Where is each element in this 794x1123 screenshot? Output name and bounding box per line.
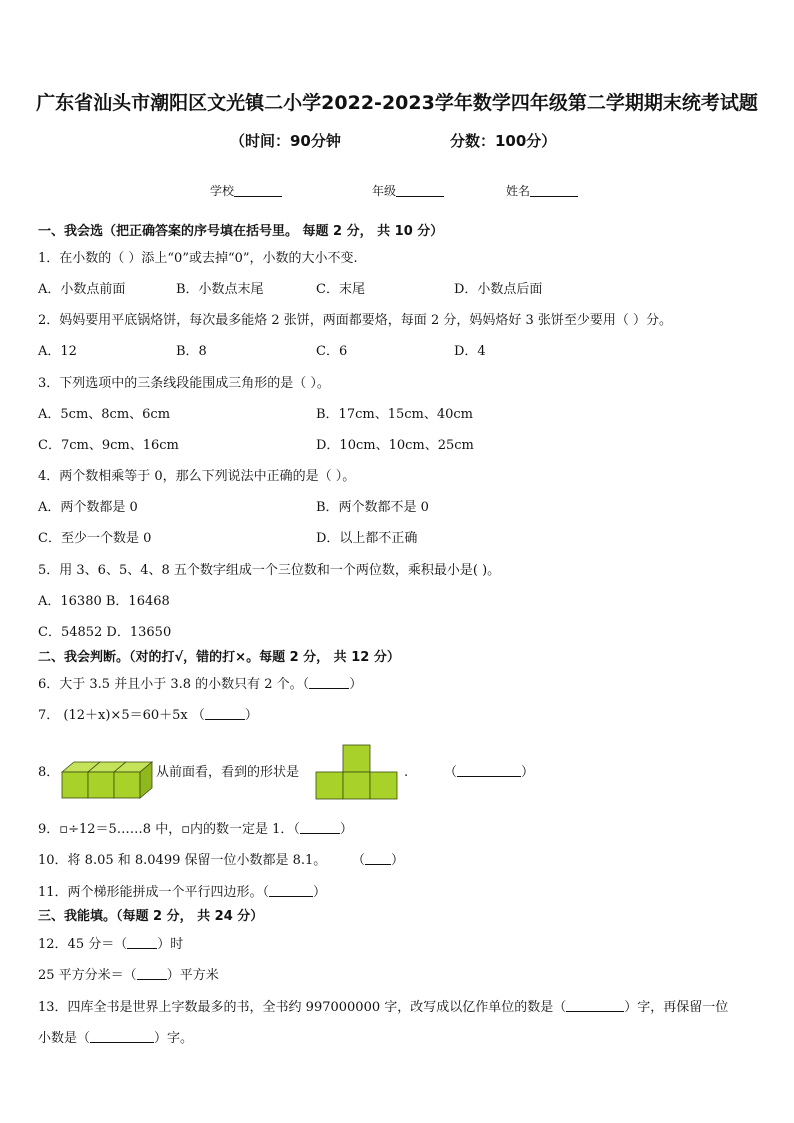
q2-option-c[interactable]: C．6 xyxy=(316,344,348,359)
q1-option-a[interactable]: A．小数点前面 xyxy=(38,282,126,297)
q6-answer-blank[interactable] xyxy=(309,676,349,689)
grade-field[interactable]: 年级 xyxy=(372,182,444,199)
q4-option-a[interactable]: A．两个数都是 0 xyxy=(38,500,138,515)
q10-answer-blank[interactable] xyxy=(365,852,391,865)
q12-answer-blank-2[interactable] xyxy=(137,967,167,980)
q3-option-a[interactable]: A．5cm、8cm、6cm xyxy=(38,407,171,422)
q1-option-d[interactable]: D．小数点后面 xyxy=(454,282,543,297)
q13-answer-blank-1[interactable] xyxy=(566,999,624,1012)
q10-answer-row: （ ） xyxy=(352,853,405,868)
exam-title: 广东省汕头市潮阳区文光镇二小学2022-2023学年数学四年级第二学期期末统考试题 xyxy=(36,92,758,114)
q11-row: 11．两个梯形能拼成一个平行四边形。（ ） xyxy=(38,885,327,900)
q13-row-2: 小数是（ ）字。 xyxy=(38,1031,194,1046)
q13-answer-blank-2[interactable] xyxy=(90,1030,154,1043)
q4-option-d[interactable]: D．以上都不正确 xyxy=(316,531,418,546)
q6-stem: 6．大于 3.5 并且小于 3.8 的小数只有 2 个。（ xyxy=(38,677,310,692)
q5-stem: 5．用 3、6、5、4、8 五个数字组成一个三位数和一个两位数，乘积最小是( )。 xyxy=(38,563,501,578)
q8-answer-row: （ ） xyxy=(444,765,535,780)
name-field[interactable]: 姓名 xyxy=(506,182,578,199)
q8-prompt: 从前面看，看到的形状是 xyxy=(156,765,300,780)
q5-options-ab[interactable]: A．16380 B．16468 xyxy=(38,594,170,609)
q2-stem: 2．妈妈要用平底锅烙饼，每次最多能烙 2 张饼，两面都要烙，每面 2 分，妈妈烙好 3 张饼至少要用（ ）分。 xyxy=(38,313,673,328)
q9-stem: 9．▫÷12＝5……8 中，▫内的数一定是 1．（ xyxy=(38,822,300,837)
q13-stem: 13．四库全书是世界上字数最多的书，全书约 997000000 字，改写成以亿作单位的数是（ xyxy=(38,1000,567,1015)
q4-stem: 4．两个数相乘等于 0，那么下列说法中正确的是（ ）。 xyxy=(38,469,356,484)
q9-answer-blank[interactable] xyxy=(300,821,340,834)
q9-row: 9．▫÷12＝5……8 中，▫内的数一定是 1．（ ） xyxy=(38,822,353,837)
q3-option-d[interactable]: D．10cm、10cm、25cm xyxy=(316,438,474,453)
section-2-heading: 二、我会判断。（对的打√，错的打×。每题 2 分， 共 12 分） xyxy=(38,650,400,665)
q7-answer-blank[interactable] xyxy=(205,707,245,720)
time-limit: （时间：90分钟 xyxy=(230,132,341,150)
q7-stem: 7． (12＋x)×5＝60＋5x （ xyxy=(38,708,205,723)
q2-option-a[interactable]: A．12 xyxy=(38,344,77,359)
section-3-heading: 三、我能填。（每题 2 分， 共 24 分） xyxy=(38,909,264,924)
school-field[interactable]: 学校 xyxy=(210,182,282,199)
q11-stem: 11．两个梯形能拼成一个平行四边形。（ xyxy=(38,885,270,900)
q8-number: 8． xyxy=(38,765,60,780)
q1-stem: 1．在小数的（ ）添上“0”或去掉“0”，小数的大小不变. xyxy=(38,251,358,266)
q2-option-d[interactable]: D．4 xyxy=(454,344,486,359)
q3-stem: 3．下列选项中的三条线段能围成三角形的是（ ）。 xyxy=(38,376,330,391)
q3-option-b[interactable]: B．17cm、15cm、40cm xyxy=(316,407,474,422)
q12-stem: 12．45 分＝（ xyxy=(38,937,128,952)
q7-row: 7． (12＋x)×5＝60＋5x （ ） xyxy=(38,708,258,723)
q6-row: 6．大于 3.5 并且小于 3.8 的小数只有 2 个。（ ） xyxy=(38,677,363,692)
q1-option-c[interactable]: C．末尾 xyxy=(316,282,365,297)
q13-row-1: 13．四库全书是世界上字数最多的书，全书约 997000000 字，改写成以亿作单位的数是（ ）字，再保留一位 xyxy=(38,1000,729,1015)
q4-option-c[interactable]: C．至少一个数是 0 xyxy=(38,531,152,546)
q12-answer-blank-1[interactable] xyxy=(127,936,157,949)
q10-stem: 10．将 8.05 和 8.0499 保留一位小数都是 8.1。 xyxy=(38,853,327,868)
section-1-heading: 一、我会选（把正确答案的序号填在括号里。 每题 2 分， 共 10 分） xyxy=(38,224,444,239)
q4-option-b[interactable]: B．两个数都不是 0 xyxy=(316,500,429,515)
front-view-figure xyxy=(315,744,399,800)
q12-row-2: 25 平方分米＝（ ）平方米 xyxy=(38,968,219,983)
q8-dot: . xyxy=(404,765,409,780)
q11-answer-blank[interactable] xyxy=(269,884,313,897)
q1-option-b[interactable]: B．小数点末尾 xyxy=(176,282,264,297)
total-score: 分数：100分） xyxy=(450,132,557,150)
q5-options-cd[interactable]: C．54852 D．13650 xyxy=(38,625,172,640)
q12-row: 12．45 分＝（ ）时 xyxy=(38,937,184,952)
q3-option-c[interactable]: C．7cm、9cm、16cm xyxy=(38,438,179,453)
q2-option-b[interactable]: B．8 xyxy=(176,344,207,359)
q8-answer-blank[interactable] xyxy=(457,764,521,777)
cuboid-3d-figure xyxy=(60,750,156,800)
